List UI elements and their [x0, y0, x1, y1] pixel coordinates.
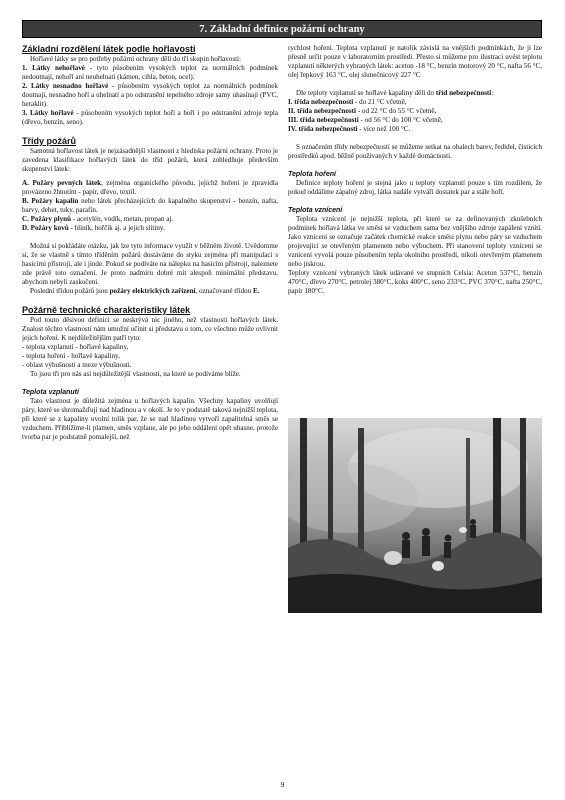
list-item: 2. Látky nesnadno hořlavé - působením vysokých teplot za normálních podmínek doutnají, nesnadno hoří a uhelnatí a po odstranění tepelného zdroje samy uhasínají (PVC, heraklit).	[22, 82, 278, 108]
list-item: III. třída nebezpečnosti - od 56 °C do 100 °C včetně,	[288, 116, 443, 124]
paragraph: Tato vlastnost je důležitá zejména u hořlavých kapalin. Všechny kapaliny uvolňují páry, které se shromažďují nad hladinou a v okolí. Je to v podstatě taková nejnižší teplota, při které se z kapaliny uvolní tolik par, že se nad hladinou vytvoří zapalitelná směs se vzduchem. Přiblížíme-li plamen, směs vzplane, ale po jeho oddálení opět uhasne, protože tvorba par je podstatně pomalejší, než	[22, 397, 278, 441]
paragraph: rychlost hoření. Teplota vzplanutí je natolik závislá na vnějších podmínkách, že ji lze přesně určit pouze v laboratorním prostředí. Přesto si můžeme pro ilustraci uvést teplotu vzplanutí některých vybraných látek: aceton -18 °C, benzín motorový 20 °C, nafta 56 °C, olej řepkový 163 °C, olej slunečnicový 227 °C	[288, 44, 542, 79]
list-item: A. Požáry pevných látek, zejména organického původu, jejichž hoření je zpravidla provázeno žhnutím - papír, dřevo, textil.	[22, 179, 278, 196]
list-item: IV. třída nebezpečnosti - více než 100 °C.	[288, 125, 411, 133]
page-number: 9	[280, 780, 285, 789]
list-item: - teplota hoření - hořlavé kapaliny,	[22, 352, 121, 360]
list-item: II. třída nebezpečnosti - od 22 °C do 55 °C včetně,	[288, 107, 437, 115]
right-column	[288, 44, 542, 296]
paragraph: Definice teploty hoření je stejná jako u teploty vzplanutí pouze s tím rozdílem, že pokud oddálíme zápalný zdroj, látka nadále vytváří dostatek par a stále hoří.	[288, 179, 542, 196]
paragraph: S označením třídy nebezpečnosti se můžeme setkat na obalech barev, ředidel, čisticích prostředků apod. běžně používaných v každé domácnosti.	[288, 143, 542, 160]
list-item: 3. Látky hořlavé - působením vysokých teplot hoří a hoří i po odstranění zdroje tepla (dřevo, benzín, seno).	[22, 109, 279, 126]
subsection-title-flash-point: Teplota vzplanutí	[22, 389, 79, 396]
paragraph: Poslední třídou požárů jsou požáry elektrických zařízení, označované třídou E.	[30, 287, 260, 295]
subsection-title-burning-point: Teplota hoření	[288, 171, 336, 178]
paragraph: Pod touto děsivou definicí se neskrývá nic jiného, než vlastnosti hořlavých látek. Znalost těchto vlastností nám umožní učinit si představu o tom, co všechno může ovlivnit jejich hoření. K nejdůležitějším patří tyto:	[22, 316, 278, 342]
paragraph: Teploty vznícení vybraných látek udávané ve stupních Celsia: Aceton 537°C, benzín 470°C, dřevo 270°C, petrolej 380°C, koks 400°C, seno 233°C, PVC 370°C, nafta 250°C, papír 180°C.	[288, 269, 542, 295]
subsection-title-ignition-point: Teplota vznícení	[288, 207, 343, 214]
list-item: D. Požáry kovů - hliník, hořčík aj. a jejich slitiny.	[22, 224, 165, 232]
chapter-title: 7. Základní definice požární ochrany	[199, 23, 365, 35]
chapter-header	[22, 20, 542, 38]
section-title-flammability: Základní rozdělení látek podle hořlavosti	[22, 44, 196, 54]
paragraph: Možná si pokládáte otázku, jak lze tyto informace využít v běžném životě. Uvědomme si, že se vlastně s tímto tříděním požárů dostáváme do styku zejména při manipulaci s hasicími přístroji, ale i jinde. Pokud se podíváte na nálepku na hasicím přístroji, naleznete zde právě toto označení. Je proto nadmíru dobré mít alespoň minimální představu, abychom nebyli zaskočeni.	[22, 242, 278, 286]
paragraph: To jsou tři pro nás asi nejdůležitější vlastnosti, na které se podíváme blíže.	[30, 370, 241, 378]
section-title-fire-classes: Třídy požárů	[22, 136, 77, 146]
paragraph: Samotná hořlavost látek je nejzásadnější vlastností z hlediska požární ochrany. Proto je zavedena klasifikace hořlavých látek do tříd požárů, která zohledňuje především skupenství látek:	[22, 147, 278, 173]
firefighters-photo	[288, 418, 542, 613]
list-item: - teplota vzplanutí - hořlavé kapaliny,	[22, 343, 129, 351]
list-item: B. Požáry kapalin nebo látek přecházejících do kapalného skupenství - benzín, nafta, barvy, dehet, tuky, parafín.	[22, 197, 278, 214]
paragraph: Teplota vznícení je nejnižší teplota, při které se za definovaných zkušebních podmínek hořlavá látka ve směsi se vzduchem sama bez vnějšího zdroje zapálení vznítí. Jako vznícení se označuje začátek chemické reakce směsi plynu nebo páry se vzduchem projevující se otevřeným plamenem nebo výbuchem. Při stanovení teploty vznícení se vznícení vyvolá pouze působením tepla okolního prostředí, nikoli otevřeným plamenem nebo jiskrou.	[288, 215, 542, 268]
list-item: 1. Látky nehořlavé - tyto působením vysokých teplot za normálních podmínek nedoutnají, nehoří ani neuhelnatí (kámen, cihla, beton, ocel).	[22, 64, 278, 81]
list-item: I. třída nebezpečnosti - do 21 °C včetně,	[288, 98, 407, 106]
forest-fire-scene-image	[288, 418, 542, 613]
list-item: - oblast výbušnosti a meze výbušnosti.	[22, 361, 132, 369]
left-column	[22, 44, 278, 442]
paragraph: Hořlavé látky se pro potřeby požární ochrany dělí do tří skupin hořlavosti:	[30, 55, 241, 63]
section-title-characteristics: Požárně technické charakteristiky látek	[22, 305, 191, 315]
paragraph: Dle teploty vzplanutí se hořlavé kapaliny dělí do tříd nebezpečnosti:	[296, 89, 494, 97]
list-item: C. Požáry plynů - acetylén, vodík, metan, propan aj.	[22, 215, 174, 223]
